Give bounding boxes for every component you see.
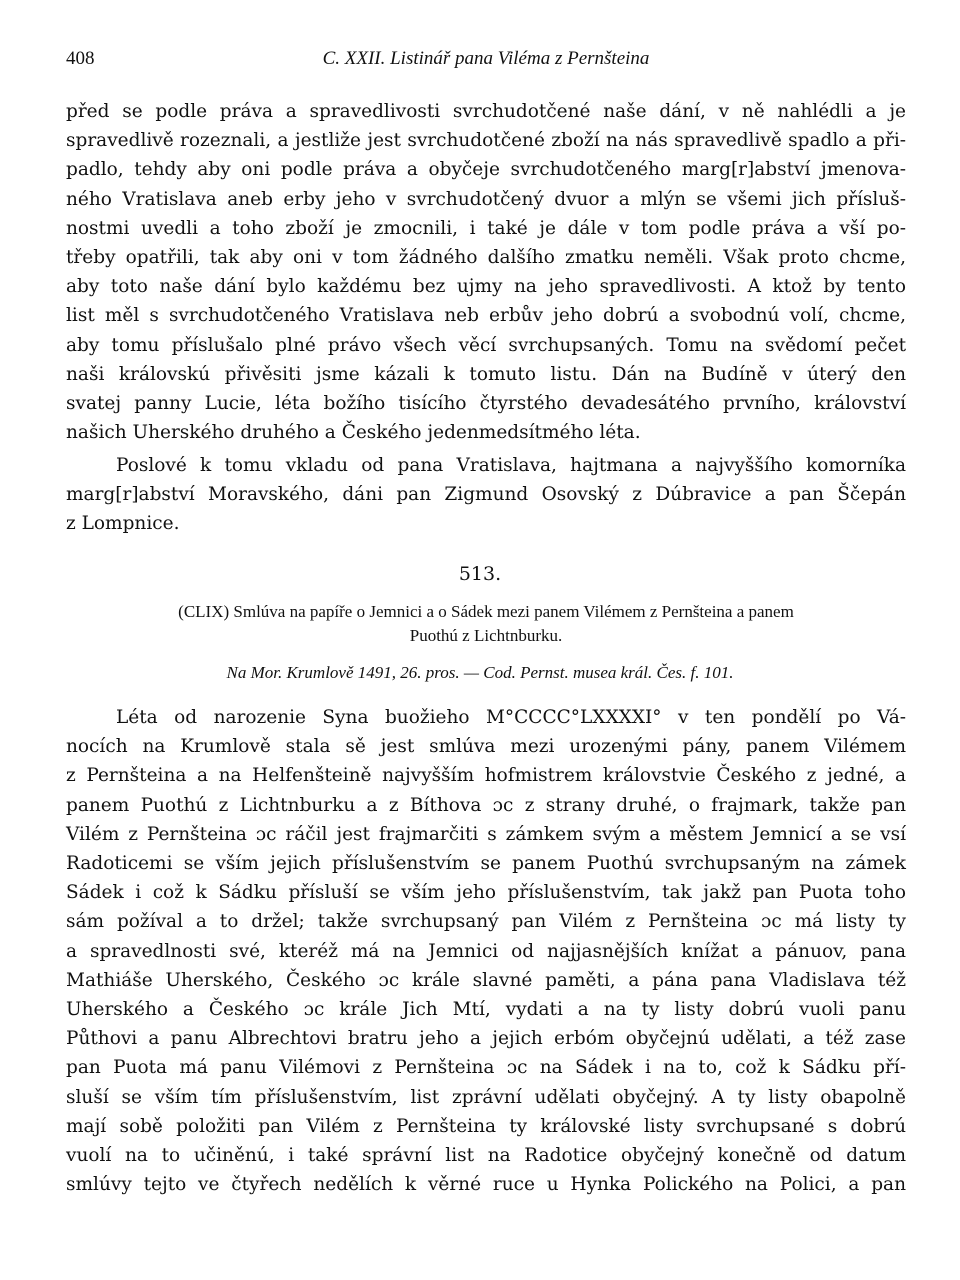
text-line: třeby opatřili, tak aby oni v tom žádného dalšího zmatku neměli. Však proto chcme, [66,247,906,269]
text-line: smlúvy tejto ve čtyřech nedělích k věrné ruce u Hynka Polického na Polici, a pan [66,1174,906,1196]
text-line: spravedlivě rozeznali, a jestliže jest svrchudotčené zboží na nás spravedlivě spadlo a při- [66,130,906,152]
text-line: z Pernšteina a na Helfenšteině najvyšším hofmistrem královstvie Českého z jedné, a [66,765,906,787]
text-line: sám požíval a to držel; takže svrchupsaný pan Vilém z Pernšteina ɔc má listy ty [66,911,906,933]
text-line: a spravedlnosti své, kteréž má na Jemnici od najjasnějších knížat a pánuov, pana [66,940,906,962]
document-number: 513. [458,563,502,585]
text-line: Vilém z Pernšteina ɔc ráčil jest frajmarčiti s zámkem svým a městem Jemnicí a se vsí [66,823,906,845]
running-title: C. XXII. Listinář pana Viléma z Pernšteina [322,48,650,69]
page-number: 408 [66,48,95,69]
regest-line: (CLIX) Smlúva na papíře o Jemnici a o Sádek mezi panem Vilémem z Pernšteina a panem [178,602,794,621]
text-line: Uherského a Českého ɔc krále Jich Mtí, vydati a na ty listy dobrú vuoli panu [66,999,906,1021]
text-line: sluší se vším tím příslušenstvím, list zprávní udělati obyčejný. A ty listy obapolně [66,1086,906,1108]
text-line: list měl s svrchudotčeného Vratislava neb erbův jeho dobrú a svobodnú volí, chcme, [66,305,906,327]
text-line: Sádek i což k Sádku přísluší se vším jeho příslušenstvím, tak jakž pan Puota toho [66,882,906,904]
text-line: aby toto naše dání bylo každému bez ujmy na jeho spravedlivosti. A ktož by tento [66,276,906,298]
text-line: z Lompnice. [66,513,180,535]
text-line: před se podle práva a spravedlivosti svrchudotčené naše dání, v ně nahlédli a je [66,101,906,122]
text-line: nocích na Krumlově stala sě jest smlúva mezi urozenými pány, panem Vilémem [66,736,906,758]
text-line: našich Uherského druhého a Českého jedenmedsítmého léta. [66,422,641,444]
text-line: ného Vratislava aneb erby jeho v svrchudotčený dvuor a mlýn se všemi jich přísluš- [66,188,906,210]
text-line: Léta od narozenie Syna buožieho M°CCCC°LXXXXI° v ten pondělí po Vá- [116,707,906,728]
text-line: svatej panny Lucie, léta božího tisícího čtyrstého devadesátého prvního, království [66,393,906,415]
text-line: padlo, tehdy aby oni podle práva a obyčeje svrchudotčeného marg[r]abství jmenova- [66,159,906,181]
text-line: aby tomu příslušalo plné právo všech věcí svrchupsaných. Tomu na svědomí pečet [66,334,906,356]
regest-line: Puothú z Lichtnburku. [409,626,563,645]
text-line: mají sobě položiti pan Vilém z Pernšteina ty královské listy svrchupsané s dobrú [66,1115,906,1137]
text-line: marg[r]abství Moravského, dáni pan Zigmund Osovský z Dúbravice a pan Ščepán [66,484,906,506]
text-line: Radoticemi se vším jejich příslušenstvím se panem Puothú svrchupsaným na zámek [66,853,906,875]
text-line: naši královskú přivěsiti jsme kázali k tomuto listu. Dán na Budíně v úterý den [66,363,906,385]
document-regest [66,600,906,648]
text-line: Poslové k tomu vkladu od pana Vratislava, hajtmana a najvyššího komorníka [116,455,906,476]
text-line: Mathiáše Uherského, Českého ɔc krále slavné paměti, a pána pana Vladislava též [66,969,906,991]
document-source: Na Mor. Krumlově 1491, 26. pros. — Cod. Pernst. musea král. Čes. f. 101. [226,663,734,682]
text-line: Půthovi a panu Albrechtovi bratru jeho a jejich erbóm obyčejnú udělati, a též zase [66,1028,906,1050]
witness-paragraph [66,451,906,539]
page-header [66,48,906,74]
text-line: panem Puothú z Lichtnburku a z Bíthova ɔc z strany druhé, o frajmark, takže pan [66,794,906,816]
document-text [66,703,906,1199]
text-line: nostmi uvedli a toho zboží je zmocnili, i také je dále v tom podle práva a vší po- [66,217,906,239]
text-line: vuolí na to učiněnú, i také správní list na Radotice obyčejný konečně od datum [66,1145,906,1167]
continued-document-text [66,97,906,447]
text-line: pan Puota má panu Vilémovi z Pernšteina ɔc na Sádek i na to, což k Sádku pří- [66,1057,906,1079]
